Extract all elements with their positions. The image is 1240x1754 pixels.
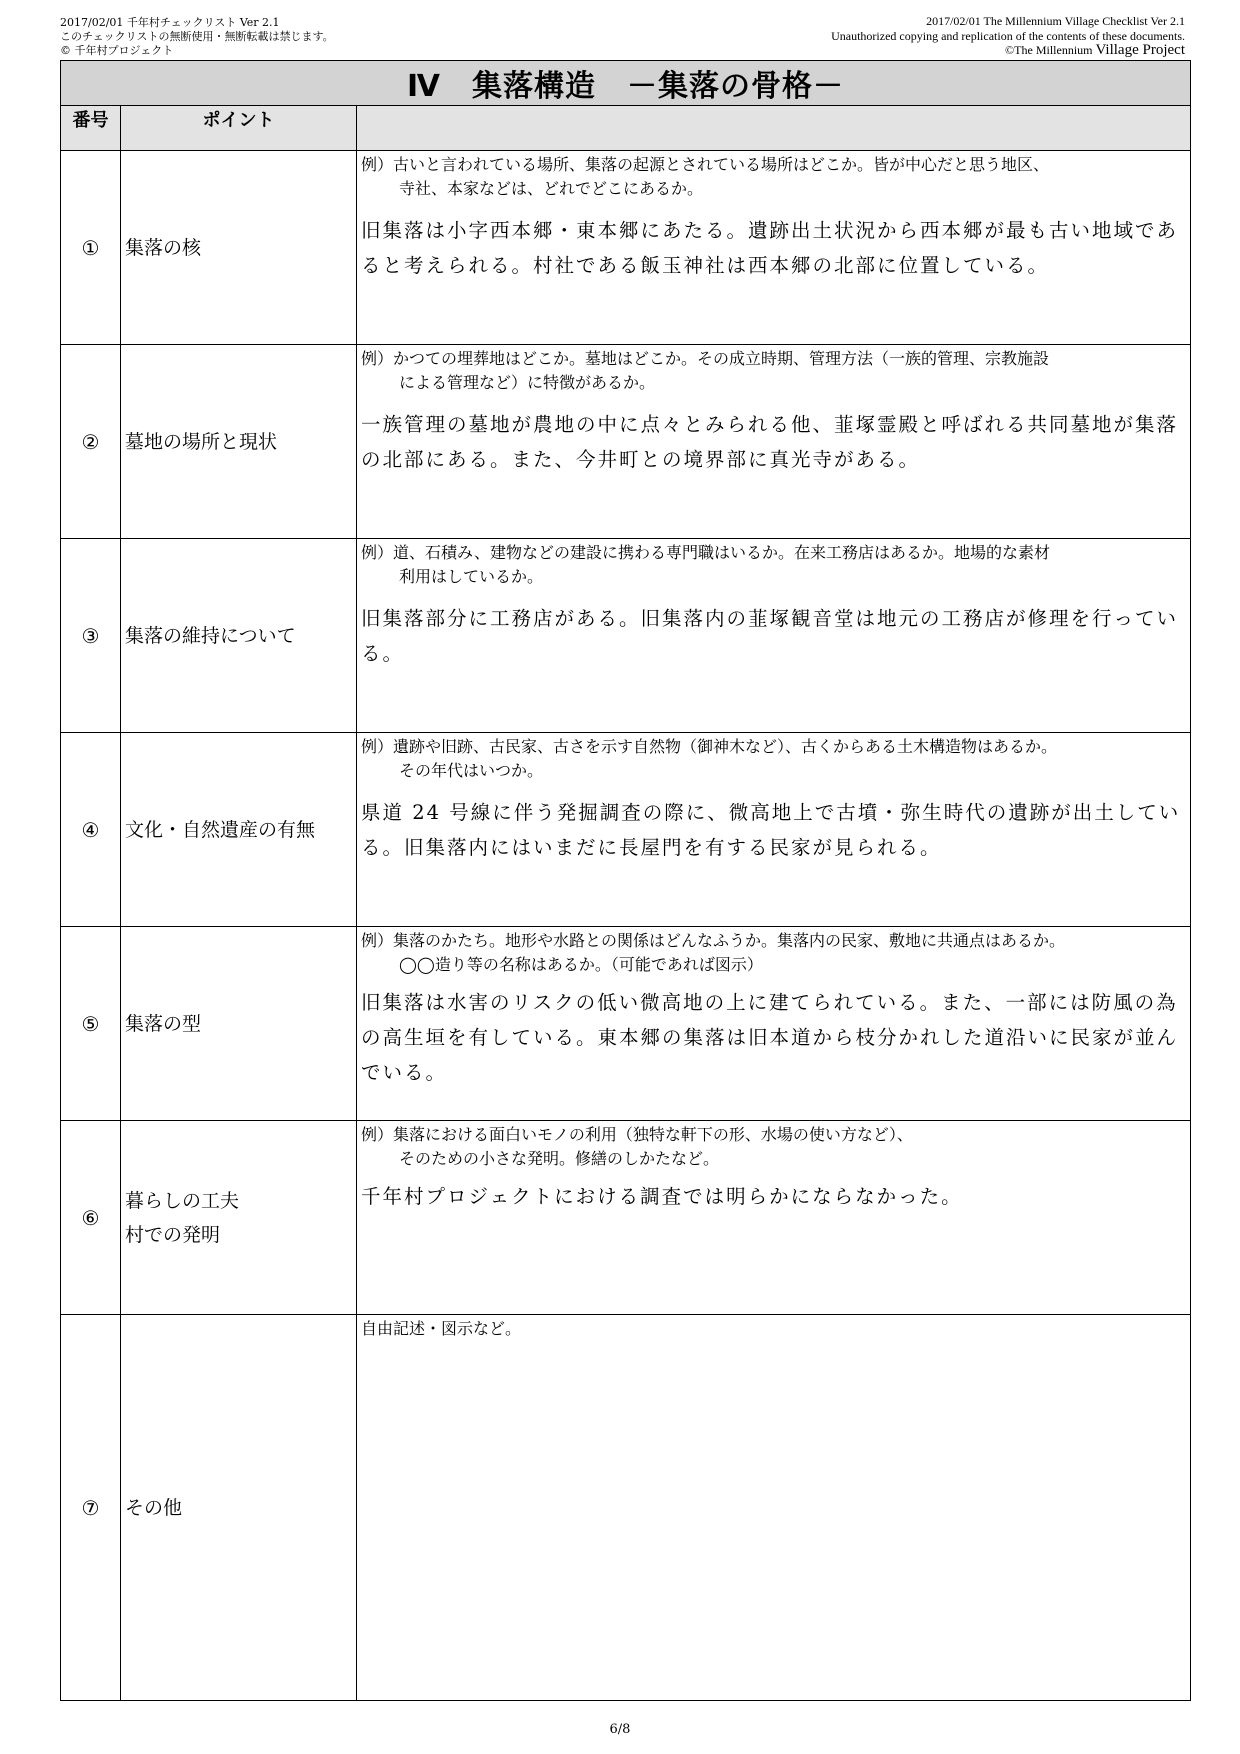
checklist-table	[60, 60, 1191, 1701]
item-example	[361, 347, 1186, 395]
item-point: 集落の核	[121, 151, 357, 345]
example-line1: 例）集落における面白いモノの利用（独特な軒下の形、水場の使い方など）、	[361, 1125, 913, 1144]
item-point: その他	[121, 1315, 357, 1701]
header-right-copyright: ©The Millennium	[1005, 43, 1093, 57]
item-example	[361, 929, 1186, 977]
item-answer: 旧集落は水害のリスクの低い微高地の上に建てられている。また、一部には防風の為の高生垣を有している。東本郷の集落は旧本道から枝分かれした道沿いに民家が並んでいる。	[361, 991, 1179, 1084]
column-header-point: ポイント	[121, 106, 357, 151]
table-row	[61, 733, 1191, 927]
header-right-line3	[831, 43, 1185, 58]
item-answer: 旧集落は小字西本郷・東本郷にあたる。遺跡出土状況から西本郷が最も古い地域であると考えられる。村社である飯玉神社は西本郷の北部に位置している。	[361, 219, 1179, 277]
item-answer: 県道 24 号線に伴う発掘調査の際に、微高地上で古墳・弥生時代の遺跡が出土している。旧集落内にはいまだに長屋門を有する民家が見られる。	[361, 801, 1181, 859]
table-row	[61, 1121, 1191, 1315]
item-content[interactable]	[357, 733, 1191, 927]
table-row	[61, 539, 1191, 733]
item-number: ⑤	[61, 927, 121, 1121]
example-line1: 自由記述・図示など。	[361, 1319, 522, 1338]
example-line2: 寺社、本家などは、どれでどこにあるか。	[399, 179, 704, 198]
item-point: 集落の型	[121, 927, 357, 1121]
item-point: 文化・自然遺産の有無	[121, 733, 357, 927]
item-content[interactable]	[357, 345, 1191, 539]
example-line2: そのための小さな発明。修繕のしかたなど。	[399, 1149, 720, 1168]
item-example	[361, 541, 1186, 589]
item-number: ③	[61, 539, 121, 733]
point-line1: 暮らしの工夫	[125, 1189, 240, 1212]
item-example	[361, 1123, 1186, 1171]
header-right-line1: 2017/02/01 The Millennium Village Checklist Ver 2.1	[926, 14, 1185, 28]
item-answer: 旧集落部分に工務店がある。旧集落内の韮塚観音堂は地元の工務店が修理を行っている。	[361, 607, 1179, 665]
table-row	[61, 345, 1191, 539]
header-left-line1: 2017/02/01 千年村チェックリスト Ver 2.1	[60, 16, 280, 29]
point-line2: 村での発明	[125, 1223, 221, 1246]
header-left	[60, 16, 334, 58]
section-title: Ⅳ 集落構造 －集落の骨格－	[61, 61, 1191, 106]
header-right-line2: Unauthorized copying and replication of the contents of these documents.	[831, 28, 1185, 43]
example-line2: 利用はしているか。	[399, 567, 544, 586]
item-point: 墓地の場所と現状	[121, 345, 357, 539]
page-number: 6/8	[609, 1722, 631, 1737]
table-row	[61, 1315, 1191, 1701]
example-line1: 例）古いと言われている場所、集落の起源とされている場所はどこか。皆が中心だと思う地区、	[361, 155, 1050, 174]
example-line1: 例）道、石積み、建物などの建設に携わる専門職はいるか。在来工務店はあるか。地場的な素材	[361, 543, 1050, 562]
item-example	[361, 735, 1186, 783]
item-point	[121, 1121, 357, 1315]
example-line1: 例）遺跡や旧跡、古民家、古さを示す自然物（御神木など）、古くからある土木構造物はあるか。	[361, 737, 1058, 756]
table-row	[61, 927, 1191, 1121]
example-line2: ◯◯造り等の名称はあるか。（可能であれば図示）	[399, 955, 763, 974]
item-content[interactable]	[357, 539, 1191, 733]
item-answer: 一族管理の墓地が農地の中に点々とみられる他、韮塚霊殿と呼ばれる共同墓地が集落の北部にある。また、今井町との境界部に真光寺がある。	[361, 413, 1179, 471]
item-example	[361, 1317, 1186, 1341]
item-number: ②	[61, 345, 121, 539]
item-content[interactable]	[357, 1315, 1191, 1701]
item-number: ④	[61, 733, 121, 927]
column-header-content	[357, 106, 1191, 151]
example-line1: 例）集落のかたち。地形や水路との関係はどんなふうか。集落内の民家、敷地に共通点はあるか。	[361, 931, 1066, 950]
item-number: ①	[61, 151, 121, 345]
item-content[interactable]	[357, 151, 1191, 345]
header-left-line2: このチェックリストの無断使用・無断転載は禁じます。	[60, 30, 334, 43]
item-content[interactable]	[357, 1121, 1191, 1315]
header-right-project: Village Project	[1095, 42, 1185, 58]
item-answer: 千年村プロジェクトにおける調査では明らかにならなかった。	[361, 1185, 963, 1208]
header-right	[831, 14, 1185, 58]
header-left-line3: © 千年村プロジェクト	[60, 44, 174, 57]
item-content[interactable]	[357, 927, 1191, 1121]
column-header-number: 番号	[61, 106, 121, 151]
item-number: ⑦	[61, 1315, 121, 1701]
item-number: ⑥	[61, 1121, 121, 1315]
example-line1: 例）かつての埋葬地はどこか。墓地はどこか。その成立時期、管理方法（一族的管理、宗教施設	[361, 349, 1050, 368]
table-row	[61, 151, 1191, 345]
example-line2: による管理など）に特徴があるか。	[399, 373, 656, 392]
item-point: 集落の維持について	[121, 539, 357, 733]
item-example	[361, 153, 1186, 201]
example-line2: その年代はいつか。	[399, 761, 544, 780]
